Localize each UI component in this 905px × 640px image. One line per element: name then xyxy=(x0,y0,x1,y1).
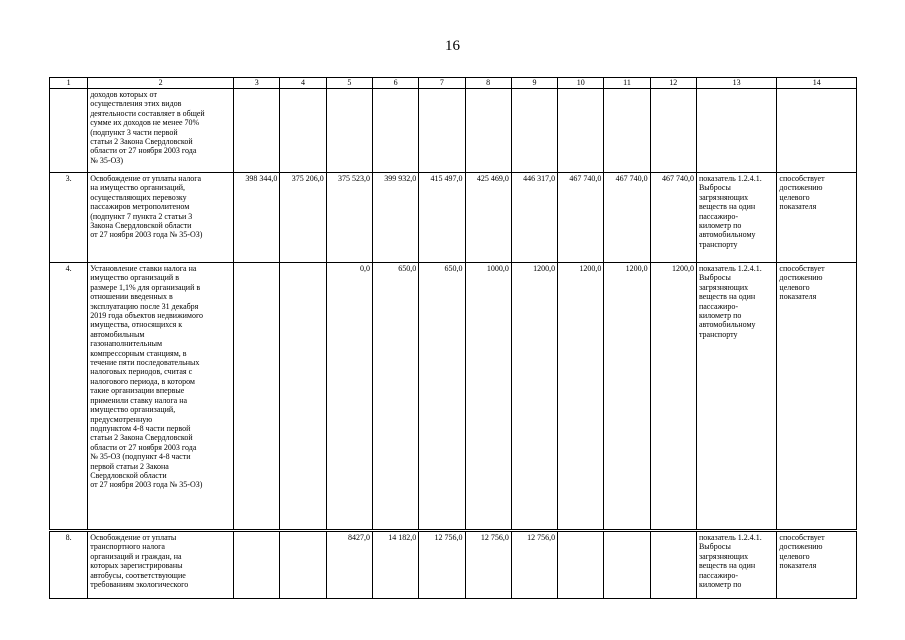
value-cell xyxy=(465,89,511,173)
value-cell xyxy=(234,531,280,599)
row-index xyxy=(50,89,88,173)
value-cell: 375 206,0 xyxy=(280,173,326,263)
value-cell: 12 756,0 xyxy=(511,531,557,599)
page-number: 16 xyxy=(445,38,460,54)
header-row xyxy=(50,78,857,89)
value-cell: 467 740,0 xyxy=(604,173,650,263)
effect-cell xyxy=(777,89,857,173)
value-cell xyxy=(558,89,604,173)
indicator-cell: показатель 1.2.4.1. Выбросы загрязняющих веществ на один пассажиро- километр по автомобильному транспорту xyxy=(696,173,776,263)
value-cell xyxy=(604,89,650,173)
value-cell xyxy=(234,89,280,173)
value-cell: 8427,0 xyxy=(326,531,372,599)
table-row xyxy=(50,531,857,599)
value-cell: 0,0 xyxy=(326,263,372,531)
value-cell xyxy=(419,89,465,173)
value-cell: 398 344,0 xyxy=(234,173,280,263)
indicator-cell: показатель 1.2.4.1. Выбросы загрязняющих веществ на один пассажиро- километр по xyxy=(696,531,776,599)
value-cell: 467 740,0 xyxy=(558,173,604,263)
value-cell: 1000,0 xyxy=(465,263,511,531)
table-row xyxy=(50,173,857,263)
value-cell: 415 497,0 xyxy=(419,173,465,263)
table-row xyxy=(50,89,857,173)
col-header: 6 xyxy=(372,78,418,89)
row-index: 3. xyxy=(50,173,88,263)
value-cell: 1200,0 xyxy=(511,263,557,531)
value-cell xyxy=(280,263,326,531)
value-cell xyxy=(650,89,696,173)
value-cell xyxy=(650,531,696,599)
value-cell: 650,0 xyxy=(419,263,465,531)
effect-cell: способствует достижению целевого показателя xyxy=(777,263,857,531)
col-header: 7 xyxy=(419,78,465,89)
col-header: 8 xyxy=(465,78,511,89)
indicator-cell: показатель 1.2.4.1. Выбросы загрязняющих веществ на один пассажиро- километр по автомобильному транспорту xyxy=(696,263,776,531)
col-header: 1 xyxy=(50,78,88,89)
value-cell: 12 756,0 xyxy=(465,531,511,599)
value-cell xyxy=(511,89,557,173)
table-row xyxy=(50,263,857,531)
col-header: 13 xyxy=(696,78,776,89)
row-index: 8. xyxy=(50,531,88,599)
value-cell xyxy=(326,89,372,173)
indicator-cell xyxy=(696,89,776,173)
value-cell: 650,0 xyxy=(372,263,418,531)
row-index: 4. xyxy=(50,263,88,531)
value-cell: 399 932,0 xyxy=(372,173,418,263)
indicator-table xyxy=(49,77,857,599)
value-cell: 446 317,0 xyxy=(511,173,557,263)
row-description: доходов которых от осуществления этих видов деятельности составляет в общей сумме их доходов не менее 70% (подпункт 3 части первой статьи 2 Закона Свердловской области от 27 ноября 2003 года № 35-ОЗ) xyxy=(88,89,234,173)
value-cell: 1200,0 xyxy=(604,263,650,531)
value-cell: 1200,0 xyxy=(650,263,696,531)
value-cell: 375 523,0 xyxy=(326,173,372,263)
effect-cell: способствует достижению целевого показателя xyxy=(777,531,857,599)
row-description: Установление ставки налога на имущество организаций в размере 1,1% для организаций в отношении введенных в эксплуатацию после 31 декабря 2019 года объектов недвижимого имущества, относящихся к автомобильным газонаполнительным компрессорным станциям, в течение пяти последовательных налоговых периодов, считая с налогового периода, в котором такие организации впервые применили ставку налога на имущество организаций, предусмотренную подпунктом 4-8 части первой статьи 2 Закона Свердловской области от 27 ноября 2003 года № 35-ОЗ (подпункт 4-8 части первой статьи 2 Закона Свердловской области от 27 ноября 2003 года № 35-ОЗ) xyxy=(88,263,234,531)
col-header: 4 xyxy=(280,78,326,89)
value-cell: 14 182,0 xyxy=(372,531,418,599)
value-cell xyxy=(280,531,326,599)
col-header: 10 xyxy=(558,78,604,89)
value-cell xyxy=(372,89,418,173)
value-cell xyxy=(604,531,650,599)
value-cell xyxy=(558,531,604,599)
value-cell: 12 756,0 xyxy=(419,531,465,599)
row-description: Освобождение от уплаты налога на имущество организаций, осуществляющих перевозку пассажиров метрополитеном (подпункт 7 пункта 2 статьи 3 Закона Свердловской области от 27 ноября 2003 года № 35-ОЗ) xyxy=(88,173,234,263)
row-description: Освобождение от уплаты транспортного налога организаций и граждан, на которых зарегистрированы автобусы, соответствующие требованиям экологического xyxy=(88,531,234,599)
effect-cell: способствует достижению целевого показателя xyxy=(777,173,857,263)
col-header: 5 xyxy=(326,78,372,89)
col-header: 3 xyxy=(234,78,280,89)
value-cell: 425 469,0 xyxy=(465,173,511,263)
col-header: 14 xyxy=(777,78,857,89)
value-cell: 467 740,0 xyxy=(650,173,696,263)
value-cell: 1200,0 xyxy=(558,263,604,531)
value-cell xyxy=(234,263,280,531)
value-cell xyxy=(280,89,326,173)
col-header: 11 xyxy=(604,78,650,89)
col-header: 9 xyxy=(511,78,557,89)
col-header: 2 xyxy=(88,78,234,89)
col-header: 12 xyxy=(650,78,696,89)
